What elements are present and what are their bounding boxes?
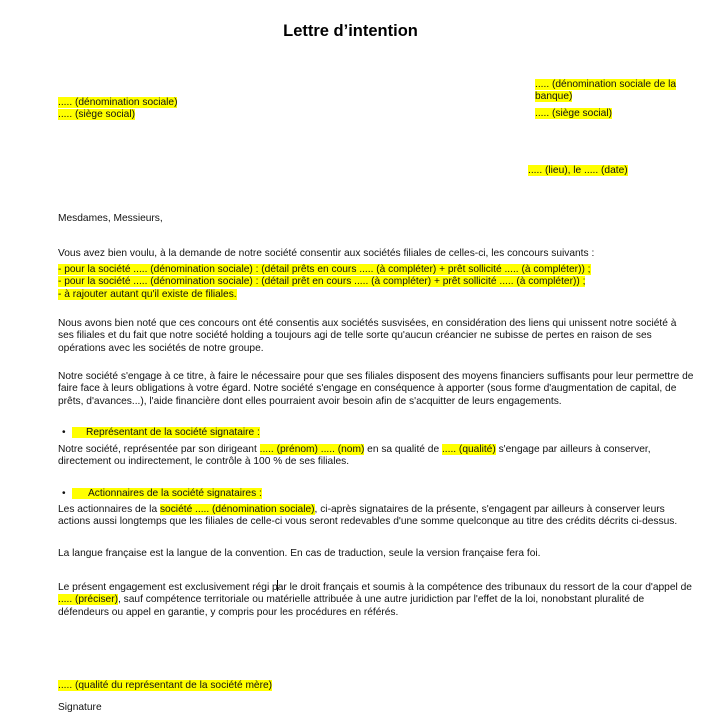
paragraph-line: prêts, d'avances...), l'aide financière dont elles pourraient avoir besoin afin de s'acquitter de leurs engagements. <box>58 395 562 407</box>
recipient-block <box>535 79 676 120</box>
paragraph-line: défendeurs ou appel en garantie, y compris pour les procédures en référés. <box>58 606 399 618</box>
text-run: , ci-après signataires de la présente, s'engagent par ailleurs à conserver leurs <box>314 504 665 515</box>
text-run: ar le droit français et soumis à la compétence des tribunaux du ressort de la cour d'appel de <box>277 582 692 593</box>
representative-heading-text[interactable]: Représentant de la société signataire : <box>72 427 260 438</box>
recipient-address-placeholder[interactable]: ..... (siège social) <box>535 107 612 119</box>
loan-item[interactable]: - pour la société ..... (dénomination sociale) : (détail prêts en cours ..... (à compléter) + prêt sollicité ..... (à compléter)) ; <box>58 264 591 275</box>
paragraph-line: actions aussi longtemps que les filiales de celle-ci vous seront redevables d'une somme quelconque au titre des crédits décrits ci-dessus. <box>58 516 678 528</box>
representative-paragraph <box>58 444 651 469</box>
sender-name-placeholder[interactable]: ..... (dénomination sociale) <box>58 97 178 108</box>
language-paragraph: La langue française est la langue de la convention. En cas de traduction, seule la version française fera foi. <box>58 548 541 559</box>
text-run: Notre société, représentée par son dirigeant <box>58 444 260 455</box>
loan-list <box>58 264 591 301</box>
shareholders-heading-text[interactable]: Actionnaires de la société signataires : <box>72 488 262 499</box>
acknowledgement-paragraph <box>58 318 676 355</box>
loan-item[interactable]: - à rajouter autant qu'il existe de filiales. <box>58 288 237 300</box>
intro-paragraph: Vous avez bien voulu, à la demande de notre société consentir aux sociétés filiales de celles-ci, les concours suivants : <box>58 248 595 259</box>
text-run: Les actionnaires de la <box>58 504 160 515</box>
representative-name-placeholder[interactable]: ..... (prénom) ..... (nom) <box>259 444 365 455</box>
paragraph-line: opérations avec les sociétés de notre groupe. <box>58 342 264 354</box>
sender-address-placeholder[interactable]: ..... (siège social) <box>58 109 135 121</box>
paragraph-line: ses filiales et du fait que notre société holding a toujours agi de telle sorte qu'aucun créancier ne subisse de pertes en raison de ses <box>58 330 652 342</box>
company-name-placeholder[interactable]: société ..... (dénomination sociale) <box>159 504 315 515</box>
shareholders-paragraph <box>58 504 677 529</box>
paragraph-line: Nous avons bien noté que ces concours ont été consentis aux sociétés susvisées, en considération des liens qui unissent notre société à <box>58 318 677 329</box>
bullet-icon: • <box>62 427 66 438</box>
text-run: en sa qualité de <box>364 444 442 455</box>
representative-quality-placeholder[interactable]: ..... (qualité) <box>441 444 496 455</box>
text-run: , sauf compétence territoriale ou matérielle attribuée à une autre juridiction par l'effet de la loi, nonobstant pluralité de <box>118 594 645 606</box>
salutation: Mesdames, Messieurs, <box>58 213 163 224</box>
recipient-name-placeholder-line1[interactable]: ..... (dénomination sociale de la <box>535 79 677 90</box>
place-date-placeholder[interactable]: ..... (lieu), le ..... (date) <box>528 165 628 176</box>
text-run: s'engage par ailleurs à conserver, <box>495 444 651 455</box>
signature-label: Signature <box>58 702 102 713</box>
loan-item[interactable]: - pour la société ..... (dénomination sociale) : (détail prêt en cours ..... (à compléter) + prêt sollicité ..... (à compléter)) ; <box>58 276 586 288</box>
document-title: Lettre d’intention <box>283 22 418 40</box>
paragraph-line: Notre société s'engage à ce titre, à faire le nécessaire pour que ses filiales disposent des moyens financiers suffisants pour leur permettre de <box>58 371 694 382</box>
text-run: Le présent engagement est exclusivement régi p <box>58 582 278 593</box>
sender-block <box>58 97 177 122</box>
representative-heading <box>62 427 260 439</box>
recipient-name-placeholder-line2[interactable]: banque) <box>535 91 573 103</box>
court-placeholder[interactable]: ..... (préciser) <box>58 594 119 606</box>
paragraph-line: directement ou indirectement, le contrôle à 100 % de ses filiales. <box>58 456 350 468</box>
signatory-quality-placeholder[interactable]: ..... (qualité du représentant de la société mère) <box>58 680 273 691</box>
bullet-icon: • <box>62 488 66 499</box>
paragraph-line: faire face à leurs obligations à votre égard. Notre société s'engage en conséquence à apporter (sous forme d'augmentation de capital, de <box>58 383 677 395</box>
commitment-paragraph <box>58 371 693 408</box>
shareholders-heading <box>62 488 262 500</box>
jurisdiction-paragraph <box>58 580 692 619</box>
